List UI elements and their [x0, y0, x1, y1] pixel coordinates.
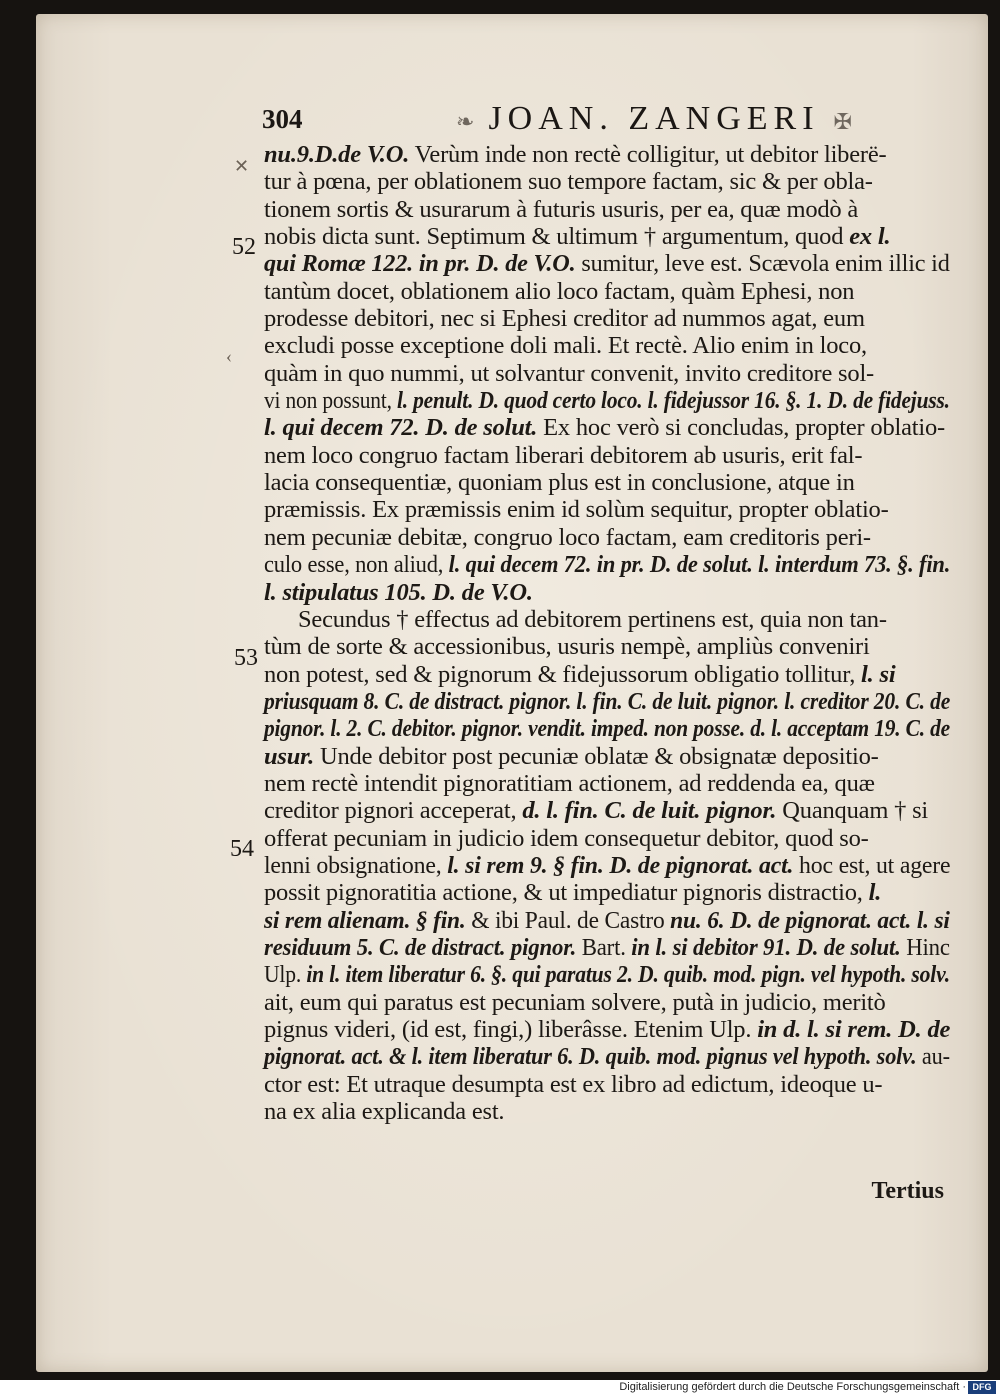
- line-text: vi non possunt,: [264, 387, 397, 415]
- line-text: na ex alia explicanda est.: [264, 1098, 505, 1126]
- line-text: pignus videri, (id est, fingi,) liberâsse. Etenim Ulp.: [264, 1016, 758, 1043]
- line-text: lenni obsignatione,: [264, 851, 448, 879]
- line-text: prodesse debitori, nec si Ephesi creditor ad nummos agat, eum: [264, 305, 865, 333]
- line-text: ctor est: Et utraque desumpta est ex libro ad edictum, ideoque u-: [264, 1070, 883, 1098]
- line-text: præmissis. Ex præmissis enim id solùm sequitur, propter oblatio-: [264, 496, 889, 524]
- text-line: [264, 961, 950, 989]
- text-line: [264, 469, 950, 496]
- citation-text: in l. si debitor 91. D. de solut.: [631, 933, 901, 961]
- text-line: [264, 223, 950, 250]
- margin-number-54: 54: [230, 836, 254, 862]
- margin-cross-mark-icon: ✕: [234, 156, 250, 176]
- margin-number-52: 52: [232, 234, 256, 260]
- line-text: tùm de sorte & accessionibus, usuris nempè, ampliùs conveniri: [264, 633, 870, 661]
- text-line: [264, 168, 950, 195]
- citation-text: l. si: [861, 660, 896, 688]
- citation-text: l. qui decem 72. in pr. D. de solut. l. interdum 73. §. fin.: [448, 551, 951, 579]
- running-head: [442, 100, 866, 138]
- text-line: [264, 797, 950, 824]
- text-line: [264, 387, 950, 415]
- text-line: [264, 715, 950, 743]
- text-line: [264, 770, 950, 797]
- line-text: offerat pecuniam in judicio idem consequetur debitor, quod so-: [264, 824, 869, 852]
- footer-credit: Digitalisierung gefördert durch die Deutsche Forschungsgemeinschaft ·: [619, 1381, 966, 1393]
- ornament-icon: ❧: [456, 109, 475, 134]
- text-line: [264, 661, 950, 688]
- text-line: [264, 851, 951, 879]
- citation-text: l. si rem 9. § fin. D. de pignorat. act.: [447, 851, 794, 879]
- line-text: non potest, sed & pignorum & fidejussorum obligatio tollitur,: [264, 660, 862, 688]
- citation-text: in l. item liberatur 6. §. qui paratus 2. D. quib. mod. pign. vel hypoth. solv.: [306, 961, 950, 989]
- line-text: nem pecuniæ debitæ, congruo loco factam, eam creditoris peri-: [264, 523, 871, 551]
- text-line: [264, 1071, 950, 1098]
- catchword: Tertius: [871, 1178, 944, 1204]
- citation-text: l. qui decem 72. D. de solut.: [264, 414, 538, 442]
- text-line: [264, 989, 950, 1016]
- line-text: au-: [916, 1043, 950, 1071]
- line-text: hoc est, ut agere: [793, 851, 951, 879]
- citation-text: residuum 5. C. de distract. pignor.: [264, 933, 577, 961]
- line-text: Secundus † effectus ad debitorem pertinens est, quia non tan-: [298, 605, 887, 633]
- citation-text: nu.9.D.de V.O.: [264, 141, 410, 168]
- line-text: possit pignoratitia actione, & ut impediatur pignoris distractio,: [264, 879, 869, 907]
- page-header: [262, 100, 852, 142]
- ornament-icon: ✠: [833, 109, 852, 134]
- citation-text: l.: [868, 879, 882, 907]
- citation-text: ex l.: [849, 223, 891, 251]
- line-text: tionem sortis & usurarum à futuris usuris, per ea, quæ modò à: [264, 195, 859, 223]
- line-text: excludi posse exceptione doli mali. Et rectè. Alio enim in loco,: [264, 332, 867, 360]
- line-text: nem rectè intendit pignoratitiam actionem, ad reddenda ea, quæ: [264, 769, 875, 797]
- text-line: [264, 825, 950, 852]
- line-text: tur à pœna, per oblationem suo tempore factam, sic & per obla-: [264, 168, 873, 196]
- citation-text: d. l. fin. C. de luit. pignor.: [522, 797, 777, 825]
- citation-text: l. penult. D. quod certo loco. l. fidejussor 16. §. 1. D. de fidejuss.: [396, 387, 950, 415]
- text-line: [264, 141, 950, 168]
- line-text: Ex hoc verò si concludas, propter oblatio-: [537, 414, 945, 442]
- text-line: [264, 496, 950, 523]
- line-text: tantùm docet, oblationem alio loco factam, quàm Ephesi, non: [264, 277, 855, 305]
- text-line: [264, 933, 950, 961]
- line-text: & ibi Paul. de Castro: [465, 906, 671, 934]
- text-line: [264, 1098, 950, 1125]
- line-text: Verùm inde non rectè colligitur, ut debitor liberë-: [409, 141, 887, 168]
- text-line: [264, 551, 951, 579]
- line-text: ait, eum qui paratus est pecuniam solvere, putà in judicio, meritò: [264, 988, 886, 1016]
- line-text: sumitur, leve est. Scævola enim illic id: [575, 250, 950, 278]
- text-line: [264, 1043, 950, 1071]
- text-line: [264, 579, 950, 606]
- margin-number-53: 53: [234, 645, 258, 671]
- body-text: [264, 141, 950, 1125]
- citation-text: l. stipulatus 105. D. de V.O.: [264, 578, 533, 606]
- text-line: [264, 879, 950, 906]
- line-text: quàm in quo nummi, ut solvantur convenit, invito creditore sol-: [264, 359, 875, 387]
- text-line: [264, 305, 950, 332]
- text-line: [264, 687, 951, 715]
- text-line: [264, 414, 950, 441]
- line-text: lacia consequentiæ, quoniam plus est in conclusione, atque in: [264, 469, 855, 497]
- text-line: [264, 250, 950, 278]
- citation-text: priusquam 8. C. de distract. pignor. l. fin. C. de luit. pignor. l. creditor 20. C. de: [264, 687, 951, 715]
- line-text: Unde debitor post pecuniæ oblatæ & obsignatæ depositio-: [314, 742, 879, 770]
- line-text: Ulp.: [264, 961, 307, 989]
- line-text: nobis dicta sunt. Septimum & ultimum † argumentum, quod: [264, 223, 850, 251]
- citation-text: si rem alienam. § fin.: [264, 906, 466, 934]
- footer: [0, 1380, 1000, 1396]
- line-text: nem loco congruo factam liberari debitorem ab usuris, erit fal-: [264, 441, 863, 469]
- line-text: creditor pignori acceperat,: [264, 797, 523, 825]
- margin-bracket-mark-icon: ‹: [226, 346, 232, 366]
- text-line: [264, 606, 950, 633]
- line-text: Bart.: [576, 933, 632, 961]
- text-line: [264, 442, 950, 469]
- text-line: [264, 743, 950, 770]
- text-line: [264, 278, 950, 305]
- page-number: 304: [262, 104, 303, 134]
- text-line: [264, 196, 950, 223]
- citation-text: usur.: [264, 742, 315, 770]
- running-head-title: JOAN. ZANGERI: [488, 100, 820, 137]
- text-line: [264, 332, 950, 359]
- line-text: Hinc: [900, 933, 950, 961]
- citation-text: pignor. l. 2. C. debitor. pignor. vendit. imped. non posse. d. l. acceptam 19. C. de: [264, 715, 950, 743]
- citation-text: nu. 6. D. de pignorat. act. l. si: [670, 906, 950, 934]
- text-line: [264, 1016, 950, 1043]
- line-text: Quanquam † si: [776, 797, 929, 825]
- text-line: [264, 524, 950, 551]
- citation-text: in d. l. si rem. D. de: [757, 1016, 951, 1043]
- citation-text: qui Romæ 122. in pr. D. de V.O.: [264, 250, 576, 278]
- line-text: culo esse, non aliud,: [264, 551, 449, 579]
- text-line: [264, 906, 950, 934]
- text-line: [264, 633, 950, 660]
- dfg-logo: DFG: [968, 1381, 996, 1394]
- citation-text: pignorat. act. & l. item liberatur 6. D. quib. mod. pignus vel hypoth. solv.: [264, 1043, 917, 1071]
- text-line: [264, 360, 950, 387]
